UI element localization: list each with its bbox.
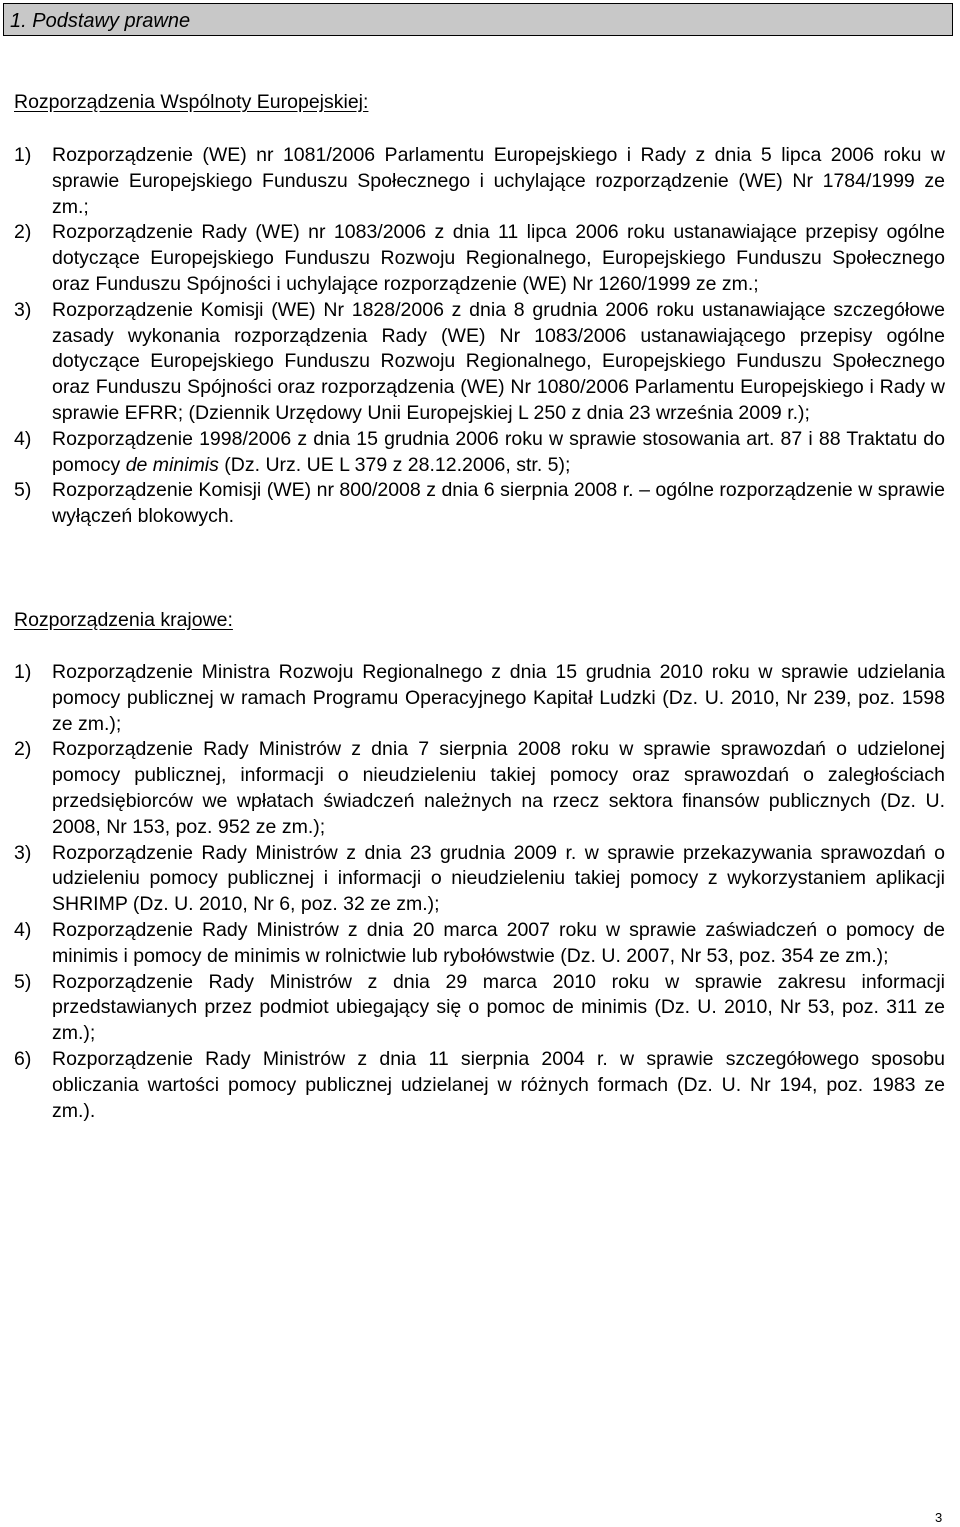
item-number: 4) — [14, 918, 32, 941]
list-item — [14, 918, 945, 970]
item-text: Rozporządzenie Komisji (WE) Nr 1828/2006 z dnia 8 grudnia 2006 roku ustanawiające szczegółowe zasady wykonania rozporządzenia Rady (WE) Nr 1083/2006 ustanawiającego przepisy ogólne dotyczące Europejskiego Funduszu Rozwoju Regionalnego, Europejskiego Funduszu Społecznego oraz Funduszu Spójności oraz rozporządzenia (WE) Nr 1080/2006 Parlamentu Europejskiego i Rady w sprawie EFRR; (Dziennik Urzędowy Unii Europejskiej L 250 z dnia 23 września 2009 r.); — [52, 298, 945, 424]
item-number: 2) — [14, 738, 32, 761]
item-text: Rozporządzenie (WE) nr 1081/2006 Parlamentu Europejskiego i Rady z dnia 5 lipca 2006 roku w sprawie Europejskiego Funduszu Społecznego i uchylające rozporządzenie (WE) Nr 1784/1999 ze zm.; — [52, 144, 945, 218]
section-title-bar — [3, 3, 953, 36]
item-text: Rozporządzenie Ministra Rozwoju Regionalnego z dnia 15 grudnia 2010 roku w sprawie udzielania pomocy publicznej w ramach Programu Operacyjnego Kapitał Ludzki (Dz. U. 2010, Nr 239, poz. 1598 ze zm.); — [52, 661, 945, 735]
page-number: 3 — [935, 1510, 943, 1525]
item-text: Rozporządzenie 1998/2006 z dnia 15 grudnia 2006 roku w sprawie stosowania art. 87 i 88 Traktatu do pomocy — [52, 427, 945, 476]
national-regulations-heading: Rozporządzenia krajowe: — [14, 609, 233, 631]
list-item — [14, 478, 945, 530]
item-text: Rozporządzenie Komisji (WE) nr 800/2008 z dnia 6 sierpnia 2008 r. – ogólne rozporządzenie w sprawie wyłączeń blokowych. — [52, 479, 945, 528]
item-number: 2) — [14, 221, 32, 244]
item-number: 1) — [14, 661, 32, 683]
item-text: Rozporządzenie Rady (WE) nr 1083/2006 z dnia 11 lipca 2006 roku ustanawiające przepisy ogólne dotyczące Europejskiego Funduszu Rozwoju Regionalnego, Europejskiego Funduszu Społecznego oraz Funduszu Spójności i uchylające rozporządzenie (WE) Nr 1260/1999 ze zm.; — [52, 221, 945, 295]
item-number: 5) — [14, 479, 32, 502]
national-regulations-list — [14, 660, 945, 1124]
list-item — [14, 841, 945, 918]
item-text-tail: (Dz. Urz. UE L 379 z 28.12.2006, str. 5); — [218, 453, 571, 476]
item-text: Rozporządzenie Rady Ministrów z dnia 11 sierpnia 2004 r. w sprawie szczegółowego sposobu obliczania wartości pomocy publicznej udzielanej w różnych formach (Dz. U. Nr 194, poz. 1983 ze zm.). — [52, 1047, 945, 1122]
item-number: 4) — [14, 427, 32, 450]
item-number: 3) — [14, 841, 32, 864]
list-item — [14, 143, 945, 220]
item-text-italic: de minimis — [125, 453, 219, 476]
list-item — [14, 737, 945, 840]
list-item — [14, 1047, 945, 1124]
item-text: Rozporządzenie Rady Ministrów z dnia 23 grudnia 2009 r. w sprawie przekazywania sprawozdań o udzieleniu pomocy publicznej i informacji o nieudzieleniu takiej pomocy z wykorzystaniem aplikacji SHRIMP (Dz. U. 2010, Nr 6, poz. 32 ze zm.); — [52, 841, 945, 916]
item-text: Rozporządzenie Rady Ministrów z dnia 29 marca 2010 roku w sprawie zakresu informacji przedstawianych przez podmiot ubiegający się o pomoc de minimis (Dz. U. 2010, Nr 53, poz. 311 ze zm.); — [52, 970, 945, 1045]
list-item — [14, 427, 945, 479]
item-text: Rozporządzenie Rady Ministrów z dnia 20 marca 2007 roku w sprawie zaświadczeń o pomocy de minimis i pomocy de minimis w rolnictwie lub rybołówstwie (Dz. U. 2007, Nr 53, poz. 354 ze zm.); — [52, 918, 945, 967]
item-number: 5) — [14, 970, 32, 993]
eu-regulations-list — [14, 143, 945, 530]
item-number: 1) — [14, 144, 32, 166]
item-number: 3) — [14, 298, 32, 321]
eu-regulations-heading: Rozporządzenia Wspólnoty Europejskiej: — [14, 91, 369, 113]
section-title: 1. Podstawy prawne — [10, 10, 191, 32]
item-number: 6) — [14, 1047, 32, 1070]
list-item — [14, 298, 945, 427]
list-item — [14, 970, 945, 1047]
list-item — [14, 220, 945, 297]
item-text: Rozporządzenie Rady Ministrów z dnia 7 sierpnia 2008 roku w sprawie sprawozdań o udzielonej pomocy publicznej, informacji o nieudzieleniu takiej pomocy oraz sprawozdań o zaległościach przedsiębiorców we wpłatach świadczeń należnych na rzecz sektora finansów publicznych (Dz. U. 2008, Nr 153, poz. 952 ze zm.); — [52, 738, 945, 838]
list-item — [14, 660, 945, 737]
